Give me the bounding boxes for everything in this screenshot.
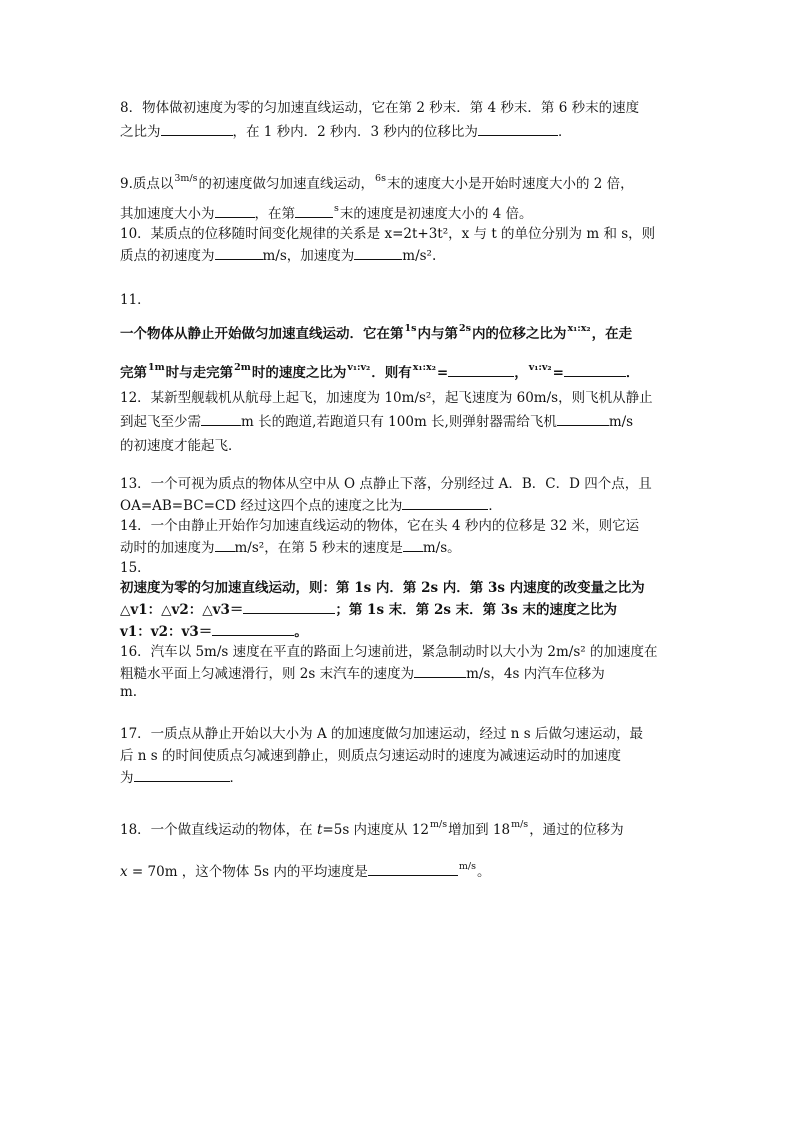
q18-math: t	[316, 822, 323, 838]
q12-text: 到起飞至少需	[120, 414, 201, 430]
q14-text: m/s。	[422, 540, 461, 556]
q10-text: m/s².	[402, 248, 437, 264]
q18-line2	[120, 860, 490, 880]
q12-text: m 长的跑道,若跑道只有 100m 长,则弹射器需给飞机	[241, 414, 557, 430]
q11-text: 内的位移之比为	[471, 326, 567, 342]
q9-text: 末的速度是初速度大小的 4 倍。	[339, 206, 533, 222]
q11-math: x₁:x₂	[412, 362, 436, 373]
q11-line2	[120, 361, 639, 381]
q18-text: 增加到 18	[448, 822, 511, 838]
q16-text: m/s，4s 内汽车位移为	[466, 666, 605, 682]
q9-line2	[120, 202, 533, 222]
q11-text: =	[436, 365, 449, 381]
q9-unit: 6s	[375, 173, 386, 184]
q18-unit: m/s	[458, 861, 476, 872]
q11-math: v₁:v₂	[347, 362, 371, 373]
q18-line1	[120, 818, 624, 838]
q18-text: 18．一个做直线运动的物体，在	[120, 822, 317, 838]
answer-blank[interactable]	[243, 601, 335, 614]
q15-text: v1：v2：v3＝	[120, 624, 213, 640]
q18-text: =5s 内速度从 12	[322, 822, 430, 838]
q11-number: 11．	[120, 292, 151, 308]
answer-blank[interactable]	[414, 665, 466, 678]
answer-blank[interactable]	[354, 247, 402, 260]
q12-line2	[120, 410, 633, 430]
q14-line1: 14．一个由静止开始作匀加速直线运动的物体，它在头 4 秒内的位移是 32 米，则它运	[120, 518, 640, 534]
q12-text: m/s	[608, 414, 634, 430]
q8-text: ，在 1 秒内．2 秒内．3 秒内的位移比为	[232, 124, 478, 140]
answer-blank[interactable]	[215, 247, 263, 260]
q9-unit: s	[334, 203, 339, 214]
q14-text: 动时的加速度为	[120, 540, 215, 556]
q12-line1: 12．某新型舰载机从航母上起飞，加速度为 10m/s²，起飞速度为 60m/s，则飞机从静止	[120, 390, 653, 406]
answer-blank[interactable]	[564, 364, 626, 377]
q8-text: 之比为	[120, 124, 161, 140]
q16-text: 粗糙水平面上匀减速滑行，则 2s 末汽车的速度为	[120, 666, 415, 682]
answer-blank[interactable]	[478, 123, 558, 136]
q12-line3: 的初速度才能起飞．	[120, 438, 242, 454]
q8-line2	[120, 120, 571, 140]
q11-text: 时的速度之比为	[251, 365, 347, 381]
q16-line3: m.	[120, 684, 138, 700]
q10-line2	[120, 244, 436, 264]
answer-blank[interactable]	[215, 205, 255, 218]
q10-text: m/s，加速度为	[262, 248, 355, 264]
q15-line2	[120, 598, 617, 618]
q11-unit: 1m	[148, 362, 165, 373]
q17-text: 为	[120, 770, 134, 786]
q11-unit: 2m	[234, 362, 251, 373]
answer-blank[interactable]	[161, 123, 233, 136]
q9-text: 9.质点以	[120, 176, 174, 192]
q14-text: m/s²，在第 5 秒末的速度是	[234, 540, 403, 556]
q15-text: △v1：△v2：△v3＝	[120, 602, 244, 618]
q18-math: x	[120, 864, 128, 880]
q10-line1: 10．某质点的位移随时间变化规律的关系是 x=2t+3t²，x 与 t 的单位分别为 m 和 s，则	[120, 226, 656, 242]
q18-unit: m/s	[511, 819, 529, 830]
q16-line1: 16．汽车以 5m/s 速度在平直的路面上匀速前进，紧急制动时以大小为 2m/s² 的加速度在	[120, 644, 658, 660]
answer-blank[interactable]	[557, 413, 609, 426]
q15-line3	[120, 620, 308, 640]
q13-line2	[120, 494, 502, 514]
answer-blank[interactable]	[403, 539, 423, 552]
answer-blank[interactable]	[402, 497, 488, 510]
answer-blank[interactable]	[215, 539, 235, 552]
q17-line1: 17．一质点从静止开始以大小为 A 的加速度做匀加速运动，经过 n s 后做匀速运动，最	[120, 726, 644, 742]
answer-blank[interactable]	[448, 364, 514, 377]
q18-text: ，通过的位移为	[529, 822, 624, 838]
q11-text: ，在走	[591, 326, 633, 342]
q17-line2: 后 n s 的时间使质点匀减速到静止，则质点匀速运动时的速度为减速运动时的加速度	[120, 748, 621, 764]
q18-text: 。	[476, 864, 491, 880]
q11-line1	[120, 322, 632, 342]
answer-blank[interactable]	[368, 863, 458, 876]
q9-line1	[120, 172, 634, 192]
q15-text: ；第 1s 末．第 2s 末．第 3s 末的速度之比为	[335, 602, 618, 618]
q9-text: 其加速度大小为	[120, 206, 215, 222]
q13-text: OA=AB=BC=CD 经过这四个点的速度之比为	[120, 498, 403, 514]
q11-text: ，	[514, 365, 528, 381]
q15-line1: 初速度为零的匀加速直线运动，则：第 1s 内．第 2s 内．第 3s 内速度的改变量之比为	[120, 580, 645, 596]
q15-number: 15．	[120, 560, 151, 576]
answer-blank[interactable]	[134, 769, 230, 782]
q13-text: ．	[488, 498, 502, 514]
q8-line1: 8．物体做初速度为零的匀加速直线运动，它在第 2 秒末．第 4 秒末．第 6 秒末的速度	[120, 100, 640, 116]
q9-unit: 3m/s	[174, 173, 198, 184]
q11-text: =	[552, 365, 564, 381]
q11-math: v₁:v₂	[528, 362, 552, 373]
q11-math: x₁:x₂	[567, 323, 591, 334]
q11-unit: 1s	[404, 323, 417, 334]
q11-unit: 2s	[458, 323, 471, 334]
q10-text: 质点的初速度为	[120, 248, 215, 264]
q17-text: ．	[229, 770, 243, 786]
q11-text: 时与走完第	[165, 365, 234, 381]
q16-line2	[120, 662, 605, 682]
q9-text: 的初速度做匀加速直线运动，	[198, 176, 375, 192]
q11-text: 完第	[120, 365, 147, 381]
q13-line1: 13．一个可视为质点的物体从空中从 O 点静止下落，分别经过 A．B．C．D 四个点，且	[120, 476, 652, 492]
q9-text: ，在第	[254, 206, 295, 222]
q17-line3	[120, 766, 243, 786]
q18-text: = 70m ，这个物体 5s 内的平均速度是	[127, 864, 368, 880]
answer-blank[interactable]	[212, 623, 294, 636]
q11-text: ．	[625, 365, 640, 381]
q11-text: ．则有	[371, 365, 412, 381]
q18-unit: m/s	[430, 819, 448, 830]
q11-text: 内与第	[417, 326, 458, 342]
answer-blank[interactable]	[201, 413, 241, 426]
q15-text: 。	[294, 624, 308, 640]
q11-text: 一个物体从静止开始做匀加速直线运动．它在第	[120, 326, 404, 342]
q9-text: 末的速度大小是开始时速度大小的 2 倍，	[386, 176, 634, 192]
answer-blank[interactable]	[295, 205, 333, 218]
q14-line2	[120, 536, 461, 556]
q8-text: ．	[557, 124, 572, 140]
